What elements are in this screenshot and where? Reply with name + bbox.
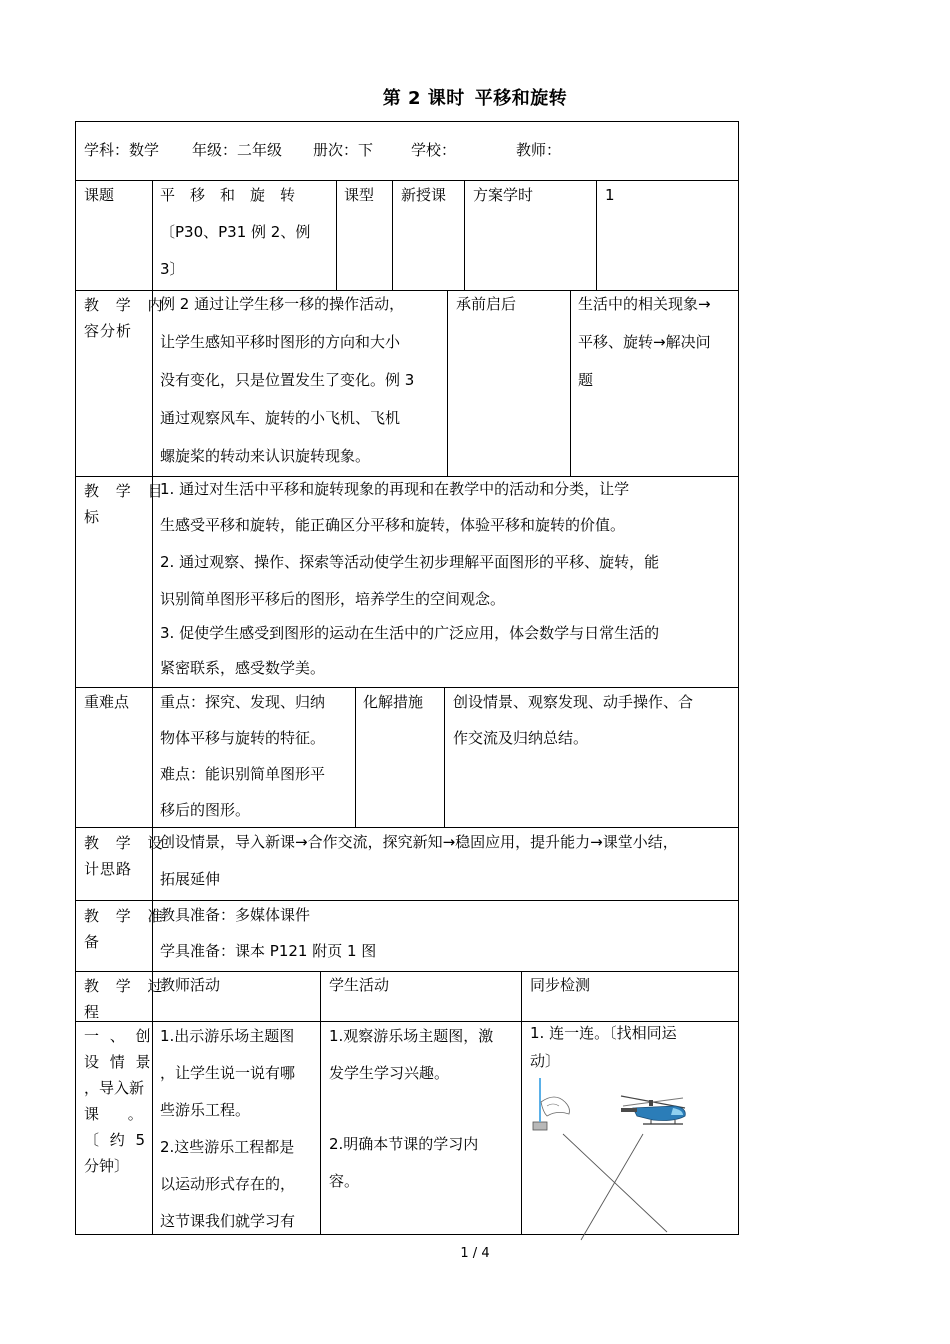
difficulty-line: 移后的图形。 [160,801,251,819]
prep-label-line2: 备 [84,933,106,951]
difficulty-line: 难点：能识别简单图形平 [160,765,326,783]
lesson-type-label: 课型 [344,186,375,204]
volume-field: 册次：下 [313,141,374,159]
goals-label-line2: 标 [84,508,106,526]
process-label-line1: 教 学 过 [84,977,169,995]
col-divider [355,687,356,827]
step1-label-line: 分钟〕 [84,1157,130,1175]
col-divider [464,180,465,290]
link-line: 题 [578,371,594,389]
step1-label-line: 设 情 景 [84,1053,154,1071]
difficulty-line: 重点：探究、发现、归纳 [160,693,326,711]
analysis-line: 让学生感知平移时图形的方向和大小 [160,333,401,351]
sync-check-line: 动〕 [530,1052,561,1070]
design-label [84,830,169,882]
prep-label [84,903,169,955]
sync-check-line: 1. 连一连。〔找相同运 [530,1024,677,1042]
teacher-activity-line: 2.这些游乐工程都是 [160,1138,295,1156]
goal-line: 紧密联系，感受数学美。 [160,659,326,677]
analysis-label [84,292,169,344]
lesson-type-value: 新授课 [401,186,447,204]
prep-line: 学具准备：课本 P121 附页 1 图 [160,942,377,960]
plan-hours-label: 方案学时 [473,186,534,204]
sync-check-header: 同步检测 [530,976,591,994]
analysis-line: 例 2 通过让学生移一移的操作活动， [160,295,405,313]
difficulty-label: 重难点 [84,693,130,711]
col-divider [570,290,571,476]
col-divider [336,180,337,290]
teacher-activity-line: 些游乐工程。 [160,1101,251,1119]
topic-value-line3: 3〕 [160,260,185,278]
col-divider [521,971,522,1235]
helicopter-icon [621,1096,685,1124]
teacher-activity-header: 教师活动 [160,976,221,994]
measure-line: 作交流及归纳总结。 [453,729,589,747]
analysis-line: 通过观察风车、旋转的小飞机、飞机 [160,409,401,427]
student-activity-line: 2.明确本节课的学习内 [329,1135,479,1153]
process-label [84,973,169,1025]
col-divider [596,180,597,290]
student-activity-line: 1.观察游乐场主题图，激 [329,1027,494,1045]
teacher-activity-line: 1.出示游乐场主题图 [160,1027,295,1045]
measure-line: 创设情景、观察发现、动手操作、合 [453,693,694,711]
topic-value-line2: 〔P30、P31 例 2、例 [160,223,311,241]
measure-label: 化解措施 [363,693,424,711]
design-label-line1: 教 学 设 [84,834,169,852]
page-number: 1 / 4 [460,1246,490,1261]
match-line [563,1134,667,1232]
goal-line: 识别简单图形平移后的图形，培养学生的空间观念。 [160,590,506,608]
teacher-activity-line: ，让学生说一说有哪 [160,1064,296,1082]
flag-icon [533,1078,570,1130]
process-label-line2: 程 [84,1003,106,1021]
goal-line: 2. 通过观察、操作、探索等活动使学生初步理解平面图形的平移、旋转，能 [160,553,660,571]
analysis-label-line2: 容分析 [84,322,133,340]
analysis-label-line1: 教 学 内 [84,296,169,314]
grade-field: 年级：二年级 [192,141,283,159]
lesson-number: 第 2 课时 [382,88,465,109]
teacher-field: 教师： [516,141,562,159]
goals-label [84,478,169,530]
student-activity-line: 发学生学习兴趣。 [329,1064,450,1082]
school-field: 学校： [411,141,457,159]
lesson-topic: 平移和旋转 [474,88,568,109]
link-line: 生活中的相关现象→ [578,295,711,313]
design-line: 拓展延伸 [160,870,221,888]
page-title [0,84,950,110]
link-line: 平移、旋转→解决问 [578,333,711,351]
student-activity-line: 容。 [329,1172,360,1190]
col-divider [320,971,321,1235]
prep-line: 教具准备：多媒体课件 [160,906,311,924]
step1-label-line: ，导入新 [84,1079,145,1097]
difficulty-line: 物体平移与旋转的特征。 [160,729,326,747]
goal-line: 生感受平移和旋转，能正确区分平移和旋转，体验平移和旋转的价值。 [160,516,626,534]
match-line [581,1134,643,1240]
col-divider [444,687,445,827]
teacher-activity-line: 这节课我们就学习有 [160,1212,296,1230]
step1-label-line: 课 。 [84,1105,146,1123]
design-line: 创设情景，导入新课→合作交流，探究新知→稳固应用，提升能力→课堂小结， [160,833,678,851]
plan-hours-value: 1 [605,186,615,204]
col-divider [447,290,448,476]
matching-exercise-illustration [525,1072,735,1242]
goals-label-line1: 教 学 目 [84,482,169,500]
step1-label-line: 一 、 创 [84,1027,154,1045]
prep-label-line1: 教 学 准 [84,907,169,925]
analysis-line: 没有变化，只是位置发生了变化。例 3 [160,371,415,389]
analysis-line: 螺旋桨的转动来认识旋转现象。 [160,447,371,465]
goal-line: 3. 促使学生感受到图形的运动在生活中的广泛应用，体会数学与日常生活的 [160,624,660,642]
step1-label-line: 〔 约 5 [84,1131,149,1149]
student-activity-header: 学生活动 [329,976,390,994]
step1-label [84,1023,154,1179]
link-label: 承前启后 [456,295,517,313]
col-divider [392,180,393,290]
topic-value-line1: 平 移 和 旋 转 [160,186,296,204]
goal-line: 1. 通过对生活中平移和旋转现象的再现和在教学中的活动和分类，让学 [160,480,630,498]
teacher-activity-line: 以运动形式存在的， [160,1175,296,1193]
design-label-line2: 计思路 [84,860,133,878]
topic-label: 课题 [84,186,115,204]
subject-field: 学科：数学 [84,141,160,159]
